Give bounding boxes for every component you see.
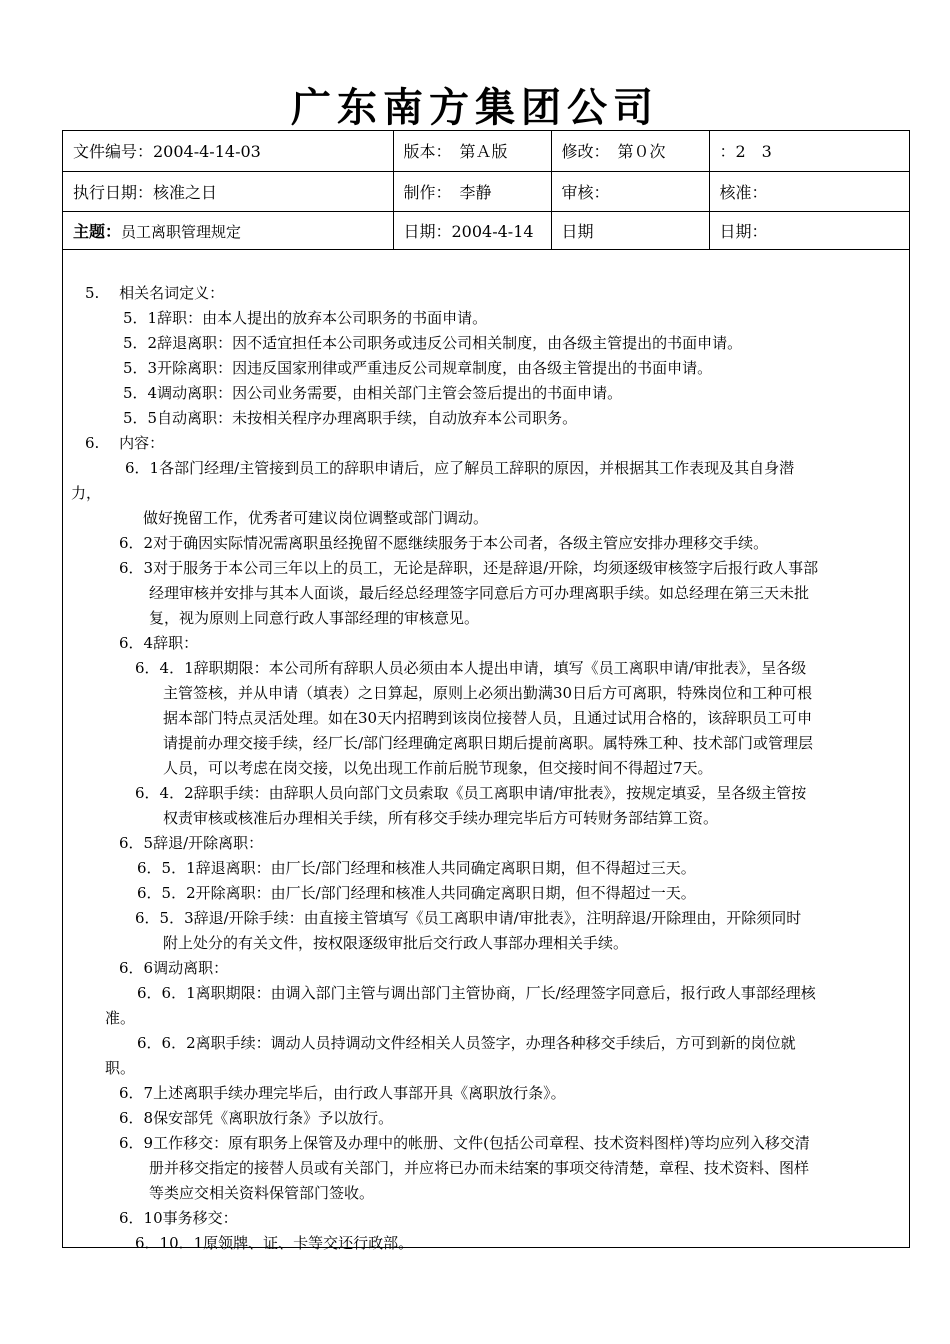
paragraph-line: 主管签核，并从申请（填表）之日算起，原则上必须出勤满30日后方可离职，特殊岗位和工种可根 <box>163 684 813 702</box>
paragraph-line: 5．4调动离职：因公司业务需要，由相关部门主管会签后提出的书面申请。 <box>123 384 623 402</box>
paragraph-line: 请提前办理交接手续，经厂长/部门经理确定离职日期后提前离职。属特殊工种、技术部门或管理层 <box>163 734 814 752</box>
paragraph-line: 职。 <box>105 1059 136 1077</box>
paragraph-line: 6．5．1辞退离职：由厂长/部门经理和核准人共同确定离职日期，但不得超过三天。 <box>137 859 696 877</box>
paragraph-line: 6．10．1原领牌、证、卡等交还行政部。 <box>135 1234 414 1252</box>
paragraph-line: 经理审核并安排与其本人面谈，最后经总经理签字同意后方可办理离职手续。如总经理在第三天未批 <box>149 584 810 602</box>
version: 版本： 第Ａ版 <box>393 131 551 171</box>
paragraph-line: 6．5．2开除离职：由厂长/部门经理和核准人共同确定离职日期，但不得超过一天。 <box>137 884 696 902</box>
document-frame <box>62 130 910 1252</box>
author: 制作： 李静 <box>393 171 551 211</box>
paragraph-line: 6．2对于确因实际情况需离职虽经挽留不愿继续服务于本公司者，各级主管应安排办理移交手续。 <box>119 534 769 552</box>
paragraph-line: 6．6．2离职手续：调动人员持调动文件经相关人员签字，办理各种移交手续后，方可到新的岗位就 <box>137 1034 796 1052</box>
subsection-heading: 6．5辞退/开除离职： <box>119 834 264 852</box>
paragraph-line: 5．2辞退离职：因不适宜担任本公司职务或违反公司相关制度，由各级主管提出的书面申请。 <box>123 334 743 352</box>
document-header-table <box>63 131 909 250</box>
subsection-heading: 6．10事务移交： <box>119 1209 238 1227</box>
doc-number: 文件编号：2004-4-14-03 <box>63 131 393 171</box>
paragraph-line: 6．8保安部凭《离职放行条》予以放行。 <box>119 1109 394 1127</box>
approve-date: 日期： <box>709 211 909 249</box>
paragraph-line: 6．3对于服务于本公司三年以上的员工，无论是辞职，还是辞退/开除，均须逐级审核签字后报行政人事部 <box>119 559 819 577</box>
reviewer: 审核： <box>551 171 709 211</box>
paragraph-line: 6．1各部门经理/主管接到员工的辞职申请后，应了解员工辞职的原因，并根据其工作表现及其自身潜 <box>125 459 795 477</box>
paragraph-line: 6．5．3辞退/开除手续：由直接主管填写《员工离职申请/审批表》，注明辞退/开除理由，开除须同时 <box>135 909 802 927</box>
paragraph-line: 做好挽留工作，优秀者可建议岗位调整或部门调动。 <box>143 509 489 527</box>
paragraph-line: 权责审核或核准后办理相关手续，所有移交手续办理完毕后方可转财务部结算工资。 <box>163 809 719 827</box>
paragraph-line: 力， <box>71 484 102 502</box>
subject-value: 员工离职管理规定 <box>121 222 242 241</box>
paragraph-line: 5．1辞职：由本人提出的放弃本公司职务的书面申请。 <box>123 309 488 327</box>
paragraph-line: 人员，可以考虑在岗交接，以免出现工作前后脱节现象，但交接时间不得超过7天。 <box>163 759 713 777</box>
paragraph-line: 5．3开除离职：因违反国家刑律或严重违反公司规章制度，由各级主管提出的书面申请。 <box>123 359 713 377</box>
paragraph-line: 6．9工作移交：原有职务上保管及办理中的帐册、文件(包括公司章程、技术资料图样)等均应列入移交清 <box>119 1134 810 1152</box>
paragraph-line: 6．6．1离职期限：由调入部门主管与调出部门主管协商，厂长/经理签字同意后，报行政人事部经理核 <box>137 984 816 1002</box>
subsection-heading: 6．4辞职： <box>119 634 199 652</box>
page-number: ：2 3 <box>709 131 909 171</box>
issue-date: 日期：2004-4-14 <box>393 211 551 249</box>
section-heading: 6. 内容： <box>85 434 165 452</box>
subject-label: 主题： <box>73 221 122 241</box>
approver: 核准： <box>709 171 909 211</box>
paragraph-line: 据本部门特点灵活处理。如在30天内招聘到该岗位接替人员，且通过试用合格的，该辞职员工可申 <box>163 709 813 727</box>
company-title: 广东南方集团公司 <box>291 85 659 131</box>
execution-date: 执行日期：核准之日 <box>63 171 393 211</box>
subsection-heading: 6．6调动离职： <box>119 959 229 977</box>
paragraph-line: 6．7上述离职手续办理完毕后，由行政人事部开具《离职放行条》。 <box>119 1084 566 1102</box>
paragraph-line: 附上处分的有关文件，按权限逐级审批后交行政人事部办理相关手续。 <box>163 934 629 952</box>
paragraph-line: 5．5自动离职：未按相关程序办理离职手续，自动放弃本公司职务。 <box>123 409 578 427</box>
review-date: 日期 <box>551 211 709 249</box>
section-heading: 5. 相关名词定义： <box>85 284 225 302</box>
subject-cell <box>63 211 393 249</box>
paragraph-line: 6．4．2辞职手续：由辞职人员向部门文员索取《员工离职申请/审批表》，按规定填妥，呈各级主管按 <box>135 784 807 802</box>
paragraph-line: 等类应交相关资料保管部门签收。 <box>149 1184 375 1202</box>
paragraph-line: 复，视为原则上同意行政人事部经理的审核意见。 <box>149 609 480 627</box>
paragraph-line: 册并移交指定的接替人员或有关部门，并应将已办而未结案的事项交待清楚，章程、技术资料、图样 <box>149 1159 810 1177</box>
paragraph-line: 6．4．1辞职期限：本公司所有辞职人员必须由本人提出申请，填写《员工离职申请/审批表》，呈各级 <box>135 659 807 677</box>
revision: 修改： 第０次 <box>551 131 709 171</box>
paragraph-line: 准。 <box>105 1009 136 1027</box>
